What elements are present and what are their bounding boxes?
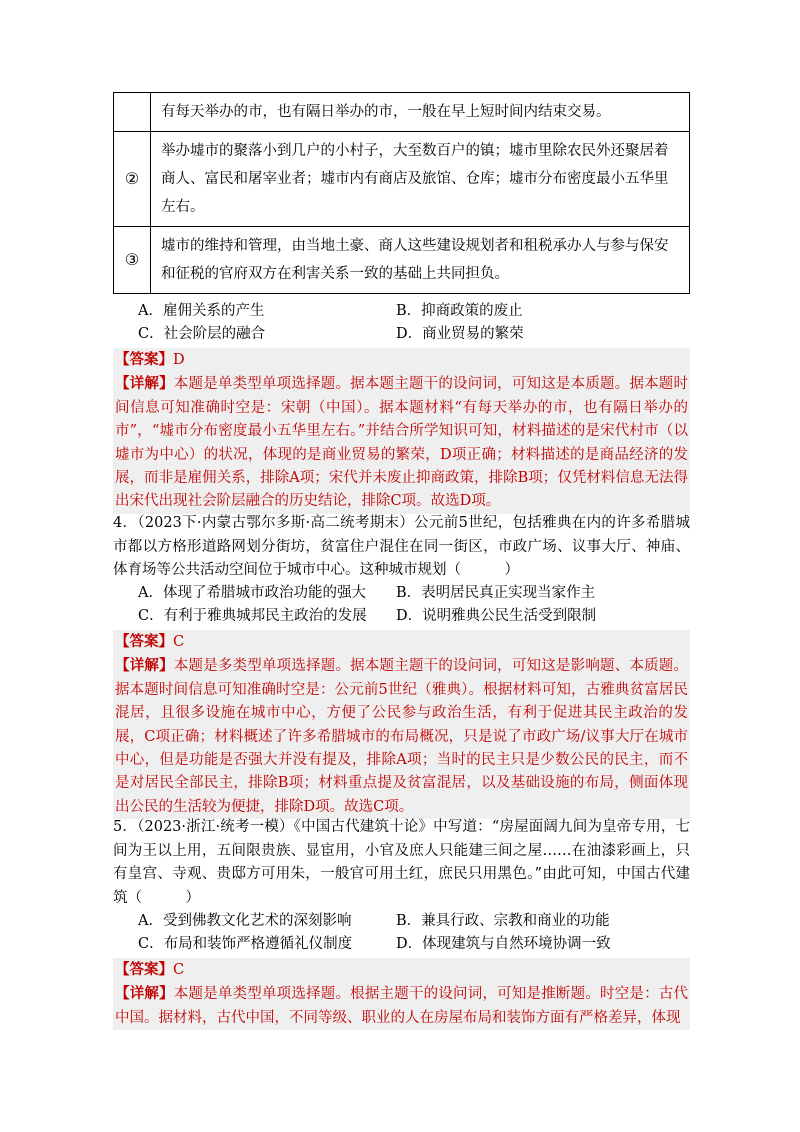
answer-label: 【答案】 (115, 961, 173, 978)
detail-text: 本题是单类型单项选择题。根据主题干的设问词，可知是推断题。时空是：古代中国。据材料，古代中国，不同等级、职业的人在房屋布局和装饰方面有严格差异，体现 (115, 986, 689, 1026)
q3-answer-block (113, 348, 690, 514)
answer-label: 【答案】 (115, 633, 173, 650)
option-c: C．布局和装饰严格遵循礼仪制度 (138, 936, 353, 952)
row-number: ③ (114, 227, 151, 294)
answer-value: C (173, 634, 185, 650)
option-a: A．体现了希腊城市政治功能的强大 (138, 585, 366, 601)
answer-value: C (173, 962, 185, 978)
option-c: C．社会阶层的融合 (138, 326, 266, 342)
option-d: D．商业贸易的繁荣 (396, 326, 524, 342)
row-number (114, 93, 151, 132)
material-table (113, 92, 690, 294)
option-a: A．雇佣关系的产生 (138, 303, 265, 319)
answer-label: 【答案】 (115, 351, 173, 368)
q4-options (138, 582, 698, 628)
table-row (114, 227, 690, 294)
q5-stem: 5．（2023·浙江·统考一模）《中国古代建筑十论》中写道：“房屋面阔九间为皇帝专用，七间为王以上用，五间限贵族、显宦用，小官及庶人只能建三间之屋……在油漆彩画上，只有皇宫、寺观、贵邸方可用朱，一般官可用土红，庶民只用黑色。”由此可知，中国古代建筑（ ） (113, 819, 690, 906)
detail-text: 本题是多类型单项选择题。据本题主题干的设问词，可知这是影响题、本质题。据本题时间信息可知准确时空是：公元前5世纪（雅典）。根据材料可知，古雅典贫富居民混居，且很多设施在城市中心，方便了公民参与政治生活，有利于促进其民主政治的发展，C项正确；材料概述了许多希腊城市的布局概况，只是说了市政广场/议事大厅在城市中心，但是功能是否强大并没有提及，排除A项；当时的民主只是少数公民的民主，而不是对居民全部民主，排除B项；材料重点提及贫富混居，以及基础设施的布局，侧面体现出公民的生活较为便捷，排除D项。故选C项。 (115, 658, 689, 815)
q4-stem: 4．（2023下·内蒙古鄂尔多斯·高二统考期末）公元前5世纪，包括雅典在内的许多希腊城市都以方格形道路网划分街坊，贫富住户混住在同一街区，市政广场、议事大厅、神庙、体育场等公共活动空间位于城市中心。这种城市规划（ ） (113, 515, 690, 579)
row-text: 有每天举办的市，也有隔日举办的市，一般在早上短时间内结束交易。 (151, 93, 690, 132)
option-b: B．表明居民真正实现当家作主 (396, 585, 596, 601)
option-b: B．兼具行政、宗教和商业的功能 (396, 913, 610, 929)
answer-value: D (173, 352, 185, 368)
row-number: ② (114, 132, 151, 227)
option-b: B．抑商政策的废止 (396, 303, 523, 319)
q3-options (138, 300, 698, 346)
q5-options (138, 910, 698, 956)
q5-answer-block (113, 958, 690, 1030)
row-text: 墟市的维持和管理，由当地土豪、商人这些建设规划者和租税承办人与参与保安和征税的官府双方在利害关系一致的基础上共同担负。 (151, 227, 690, 294)
detail-label: 【详解】 (115, 985, 174, 1003)
detail-label: 【详解】 (115, 657, 174, 675)
option-a: A．受到佛教文化艺术的深刻影响 (138, 913, 352, 929)
option-d: D．说明雅典公民生活受到限制 (396, 608, 597, 624)
detail-label: 【详解】 (115, 375, 174, 393)
option-c: C．有利于雅典城邦民主政治的发展 (138, 608, 367, 624)
detail-text: 本题是单类型单项选择题。据本题主题干的设问词，可知这是本质题。据本题时间信息可知准确时空是：宋朝（中国）。据本题材料“有每天举办的市，也有隔日举办的市”，“墟市分布密度最小五华里左右。”并结合所学知识可知，材料描述的是宋代村市（以墟市为中心）的状况，体现的是商业贸易的繁荣，D项正确；材料描述的是商品经济的发展，而非是雇佣关系，排除A项；宋代并未废止抑商政策，排除B项；仅凭材料信息无法得出宋代出现社会阶层融合的历史结论，排除C项。故选D项。 (115, 376, 689, 510)
table-row (114, 93, 690, 132)
table-row (114, 132, 690, 227)
option-d: D．体现建筑与自然环境协调一致 (396, 936, 611, 952)
q4-answer-block (113, 630, 690, 819)
row-text: 举办墟市的聚落小到几户的小村子，大至数百户的镇；墟市里除农民外还聚居着商人、富民和屠宰业者；墟市内有商店及旅馆、仓库；墟市分布密度最小五华里左右。 (151, 132, 690, 227)
